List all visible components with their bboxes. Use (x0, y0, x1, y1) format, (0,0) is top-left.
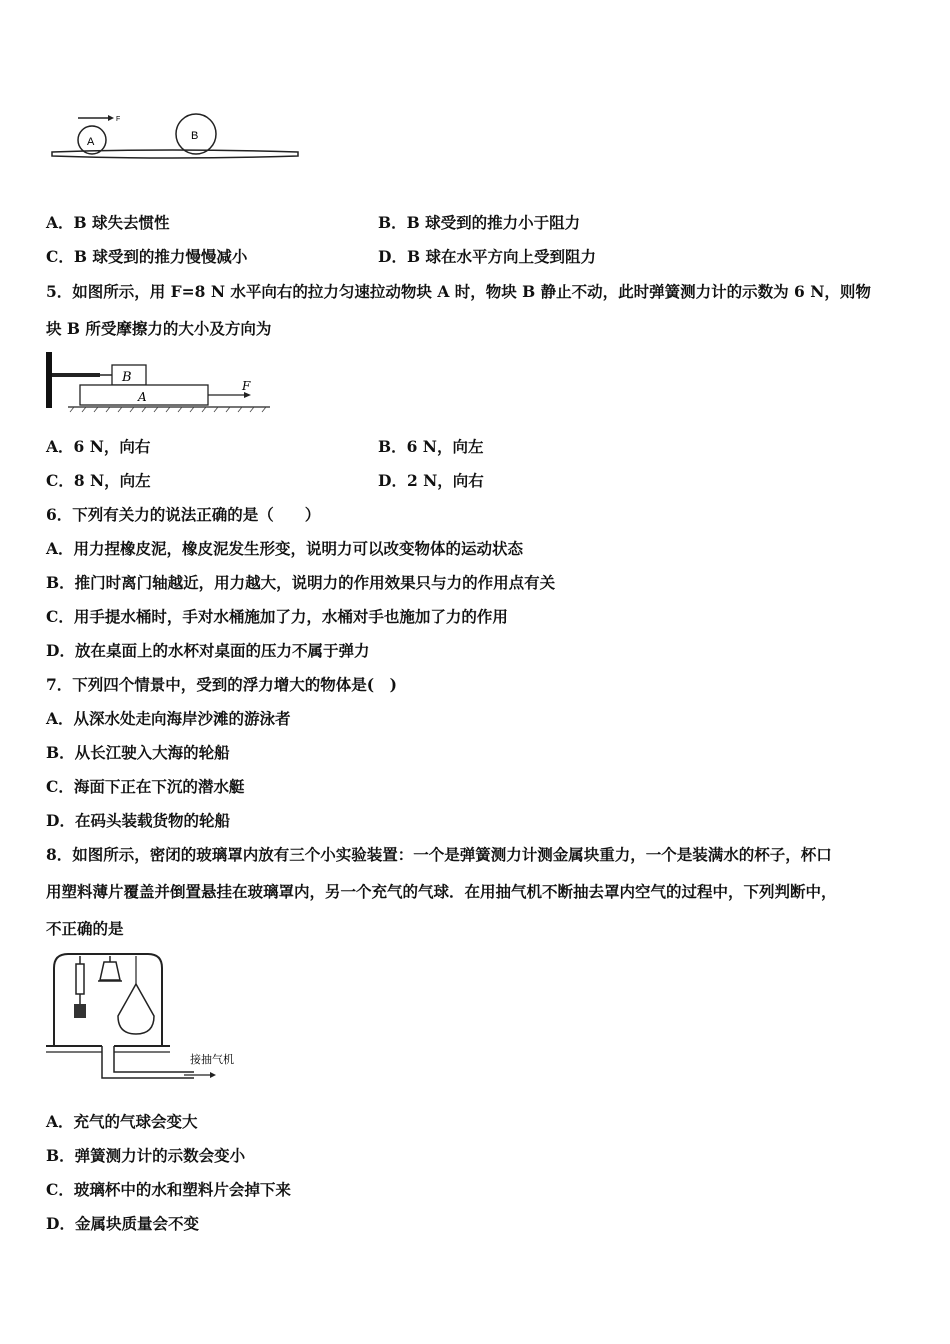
q5-option-b: B．6 N，向左 (378, 437, 484, 456)
q8-stem-line2: 用塑料薄片覆盖并倒置悬挂在玻璃罩内，另一个充气的气球．在用抽气机不断抽去罩内空气的过程中，下列判断中， (46, 882, 837, 901)
q7-option-a: A．从深水处走向海岸沙滩的游泳者 (46, 709, 291, 728)
q7-stem: 7．下列四个情景中，受到的浮力增大的物体是( ) (46, 675, 397, 694)
ball-a-label: A (87, 136, 95, 148)
q5-option-d: D．2 N，向右 (378, 471, 484, 490)
q5-option-c: C．8 N，向左 (46, 471, 151, 490)
block-a-label: A (138, 390, 147, 404)
q8-option-c: C．玻璃杯中的水和塑料片会掉下来 (46, 1180, 291, 1199)
q4-option-a: A．B 球失去惯性 (46, 213, 170, 232)
force-arrowhead (108, 115, 114, 121)
spring-scale-body (76, 964, 84, 994)
q5-stem-line1: 5．如图所示，用 F=8 N 水平向右的拉力匀速拉动物块 A 时，物块 B 静止不动，此时弹簧测力计的示数为 6 N，则物 (46, 282, 871, 301)
q8-option-b: B．弹簧测力计的示数会变小 (46, 1146, 246, 1165)
q4-option-d: D．B 球在水平方向上受到阻力 (378, 247, 596, 266)
wall (46, 352, 52, 408)
q6-option-c: C．用手提水桶时，手对水桶施加了力，水桶对手也施加了力的作用 (46, 607, 508, 626)
q6-stem: 6．下列有关力的说法正确的是（ ） (46, 505, 321, 524)
q5-stem-line2: 块 B 所受摩擦力的大小及方向为 (46, 319, 272, 338)
q5-option-a: A．6 N，向右 (46, 437, 151, 456)
pump-arrowhead (210, 1072, 216, 1078)
q6-option-d: D．放在桌面上的水杯对桌面的压力不属于弹力 (46, 641, 370, 660)
pump-tube (102, 1046, 194, 1078)
force-label: F (116, 116, 121, 123)
q8-option-d: D．金属块质量会不变 (46, 1214, 199, 1233)
pull-force-label: F (242, 379, 251, 393)
q7-option-d: D．在码头装载货物的轮船 (46, 811, 230, 830)
q8-option-a: A．充气的气球会变大 (46, 1112, 198, 1131)
q4-figure (50, 110, 310, 170)
q8-stem-line1: 8．如图所示，密闭的玻璃罩内放有三个小实验装置：一个是弹簧测力计测金属块重力，一个是装满水的杯子，杯口 (46, 845, 832, 864)
q6-option-a: A．用力捏橡皮泥，橡皮泥发生形变，说明力可以改变物体的运动状态 (46, 539, 524, 558)
pump-label: 接抽气机 (190, 1054, 234, 1066)
q7-option-b: B．从长江驶入大海的轮船 (46, 743, 230, 762)
balloon (118, 984, 154, 1034)
q4-option-c: C．B 球受到的推力慢慢减小 (46, 247, 248, 266)
q6-option-b: B．推门时离门轴越近，用力越大，说明力的作用效果只与力的作用点有关 (46, 573, 556, 592)
q4-option-b: B．B 球受到的推力小于阻力 (378, 213, 581, 232)
q8-stem-line3: 不正确的是 (46, 919, 124, 938)
q5-figure (44, 350, 284, 420)
q8-figure (44, 950, 254, 1085)
inverted-cup (100, 962, 120, 980)
metal-block (74, 1004, 86, 1018)
ground-hatch (70, 407, 266, 412)
ball-b-label: B (191, 130, 199, 142)
block-b-label: B (122, 370, 132, 385)
q7-option-c: C．海面下正在下沉的潜水艇 (46, 777, 245, 796)
